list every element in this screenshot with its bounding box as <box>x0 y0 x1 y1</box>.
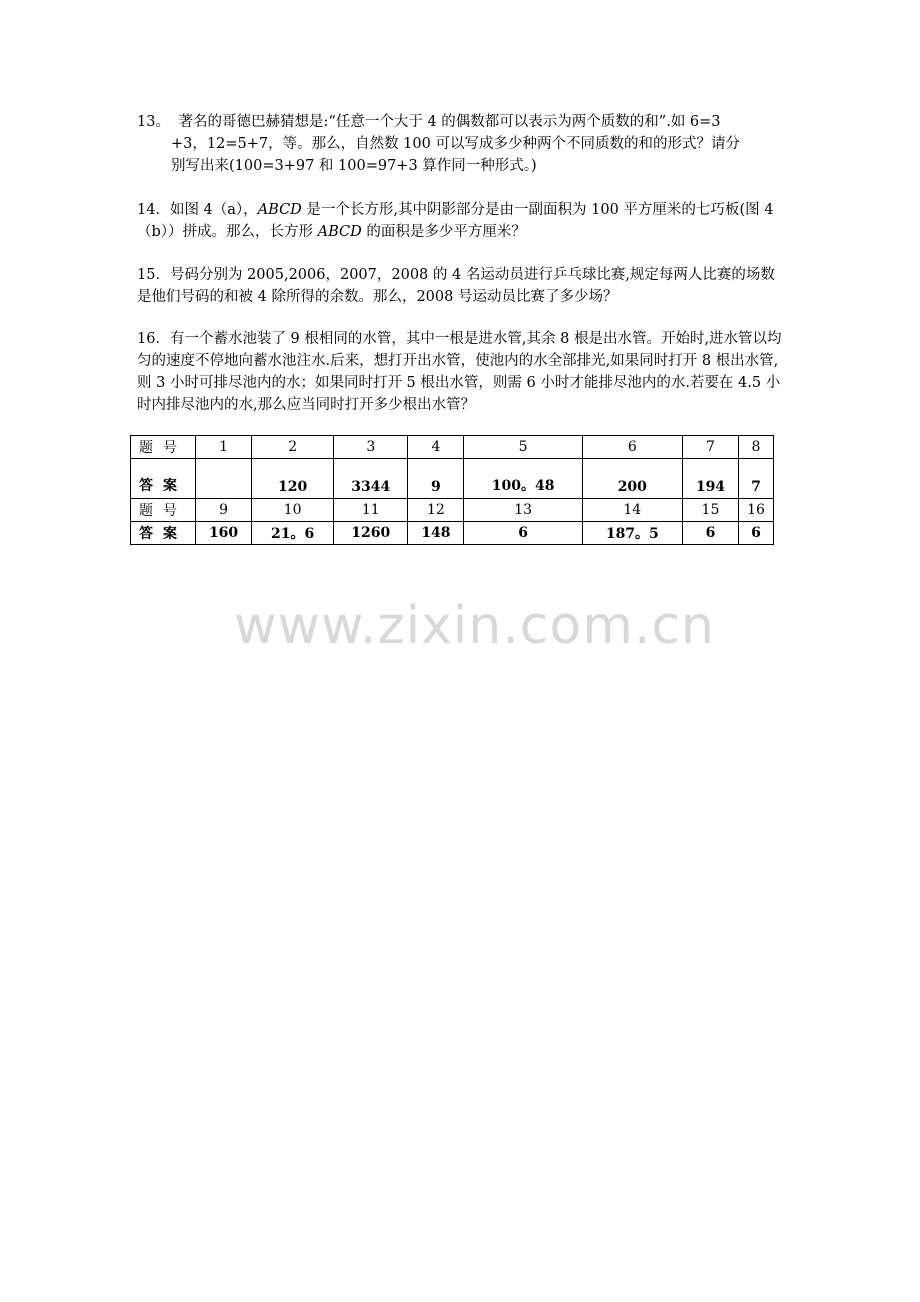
answer-cell: 200 <box>582 459 682 499</box>
question-number-cell: 4 <box>408 436 464 459</box>
answer-header: 答案 <box>131 459 196 499</box>
problem-number: 13。 <box>137 114 170 130</box>
answer-cell: 148 <box>408 522 464 545</box>
problem-number: 16． <box>137 331 170 347</box>
answer-cell: 6 <box>682 522 738 545</box>
question-number-cell: 8 <box>739 436 774 459</box>
problem-16 <box>137 328 783 416</box>
problem-number: 15． <box>137 267 170 283</box>
question-number-cell: 3 <box>334 436 408 459</box>
question-number-header: 题号 <box>131 436 196 459</box>
answer-header: 答案 <box>131 522 196 545</box>
problem-14 <box>137 199 783 243</box>
question-number-cell: 9 <box>196 499 252 522</box>
answer-cell: 120 <box>252 459 334 499</box>
question-number-cell: 13 <box>464 499 582 522</box>
answer-cell: 6 <box>464 522 582 545</box>
problem-text: (图 4（b））拼成。那么，长方形 <box>137 202 774 240</box>
problem-text: 如图 4（a）， <box>169 202 258 218</box>
question-number-cell: 6 <box>582 436 682 459</box>
problem-text-line: 著名的哥德巴赫猜想是:“任意一个大于 4 的偶数都可以表示为两个质数的和”.如 6=3 <box>178 114 721 130</box>
question-number-cell: 12 <box>408 499 464 522</box>
problem-13 <box>137 111 783 177</box>
problem-text-line: 别写出来(100=3+97 和 100=97+3 算作同一种形式。) <box>171 158 537 174</box>
question-number-cell: 14 <box>582 499 682 522</box>
table-row <box>131 459 774 499</box>
answer-cell: 1260 <box>334 522 408 545</box>
problem-text-line: +3，12=5+7，等。那么，自然数 100 可以写成多少种两个不同质数的和的形式？请分 <box>171 136 740 152</box>
question-number-header: 题号 <box>131 499 196 522</box>
answer-cell: 6 <box>739 522 774 545</box>
problem-text: 有一个蓄水池装了 9 根相同的水管，其中一根是进水管,其余 8 根是出水管。开始时,进水管以均匀的速度不停地向蓄水池注水.后来，想打开出水管，使池内的水全部排光,如果同时打开 8 根出水管,则 3 小时可排尽池内的水；如果同时打开 5 根出水管，则需 6 小时才能排尽池内的水.若要在 4.5 小时内排尽池内的水,那么应当同时打开多少根出水管？ <box>137 331 782 413</box>
question-number-cell: 1 <box>196 436 252 459</box>
question-number-cell: 15 <box>682 499 738 522</box>
question-number-cell: 7 <box>682 436 738 459</box>
rectangle-label: ABCD <box>317 224 362 240</box>
table-row <box>131 522 774 545</box>
answer-cell: 9 <box>408 459 464 499</box>
problem-text: 的面积是多少平方厘米？ <box>361 224 526 240</box>
answer-cell: 160 <box>196 522 252 545</box>
table-row <box>131 436 774 459</box>
table-row <box>131 499 774 522</box>
problem-15 <box>137 264 783 308</box>
question-number-cell: 5 <box>464 436 582 459</box>
problem-number: 14． <box>137 202 170 218</box>
rectangle-label: ABCD <box>257 202 302 218</box>
answer-table <box>130 435 774 545</box>
answer-cell: 194 <box>682 459 738 499</box>
answer-cell: 100。48 <box>464 459 582 499</box>
problem-text: 号码分别为 2005,2006，2007，2008 的 4 名运动员进行乒乓球比赛,规定每两人比赛的场数是他们号码的和被 4 除所得的余数。那么，2008 号运动员比赛了多少场？ <box>137 267 775 305</box>
problem-text: 是一个长方形,其中阴影部分是由一副面积为 100 平方厘米的七巧板 <box>301 202 740 218</box>
question-number-cell: 11 <box>334 499 408 522</box>
question-number-cell: 2 <box>252 436 334 459</box>
answer-cell: 7 <box>739 459 774 499</box>
answer-cell: 3344 <box>334 459 408 499</box>
question-number-cell: 10 <box>252 499 334 522</box>
watermark: www.zixin.com.cn <box>234 596 715 656</box>
question-number-cell: 16 <box>739 499 774 522</box>
answer-cell <box>196 459 252 499</box>
answer-cell: 187。5 <box>582 522 682 545</box>
answer-cell: 21。6 <box>252 522 334 545</box>
